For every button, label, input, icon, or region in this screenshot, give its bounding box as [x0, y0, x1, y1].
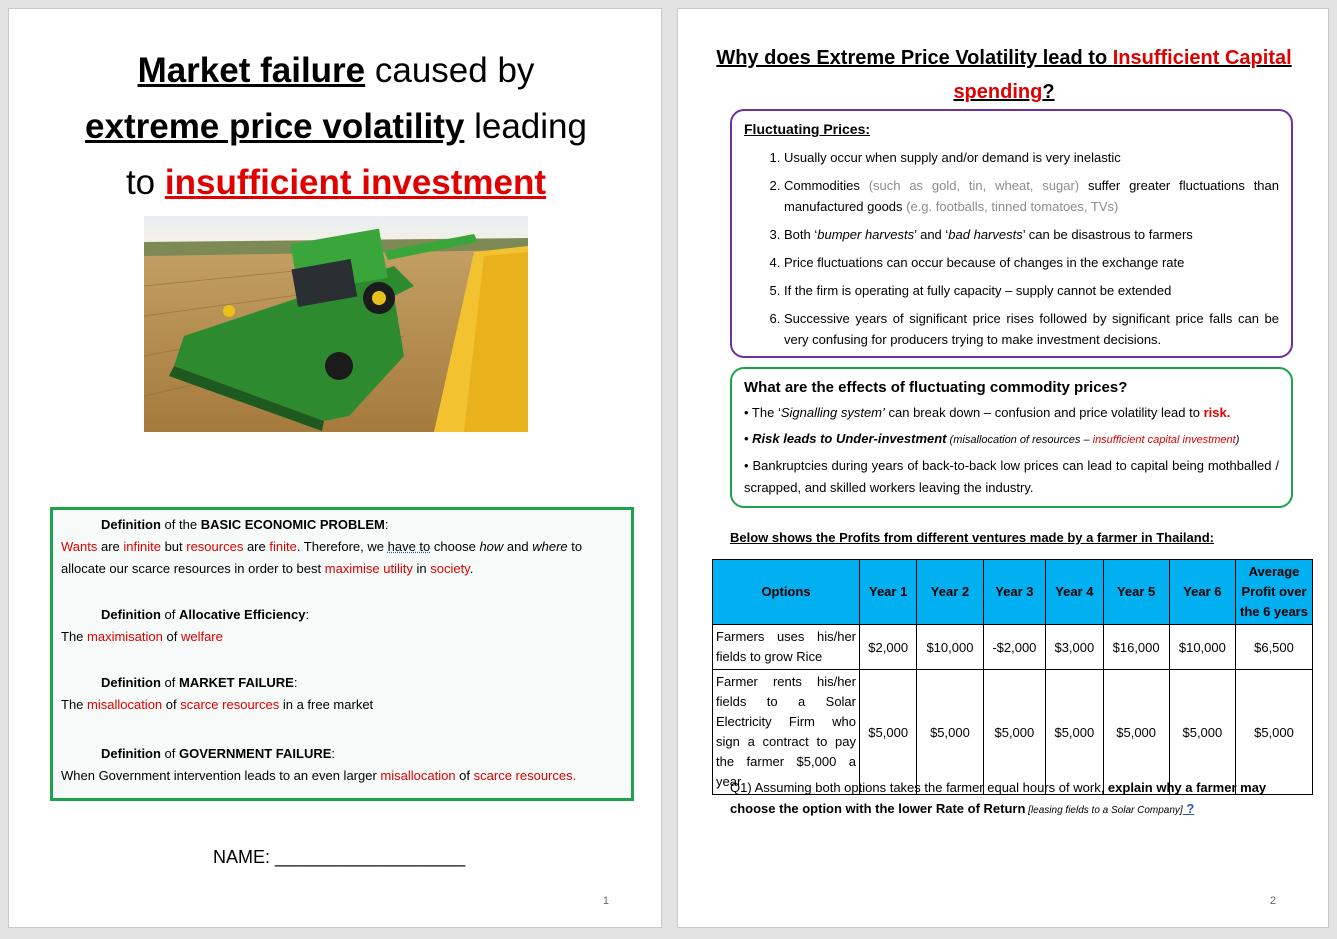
title-text-3: to — [125, 163, 165, 202]
page-2-title: Why does Extreme Price Volatility lead to Insufficient Capital spending? — [716, 47, 1292, 103]
fluctuating-prices-heading: Fluctuating Prices: — [744, 121, 871, 137]
value-cell: $5,000 — [1169, 670, 1235, 795]
value-cell: $10,000 — [917, 625, 983, 670]
profits-table — [712, 559, 1313, 795]
header-cell: Year 4 — [1046, 560, 1103, 625]
value-cell: -$2,000 — [983, 625, 1046, 670]
value-cell: $3,000 — [1046, 625, 1103, 670]
list-item: 4. Price fluctuations can occur because of changes in the exchange rate — [784, 252, 1279, 273]
header-cell: Options — [713, 560, 860, 625]
fluctuating-prices-list — [744, 147, 1279, 350]
combine-harvester-photo — [144, 216, 528, 432]
allocative-efficiency-text: The maximisation of welfare — [61, 629, 223, 644]
effect-item: • The ‘Signalling system’ can break down – confusion and price volatility lead to risk. — [744, 405, 1231, 420]
title-text-2: leading — [464, 107, 587, 146]
table-row — [713, 625, 1313, 670]
title-red-3: insufficient investment — [164, 163, 547, 202]
basic-problem-heading: Definition of the BASIC ECONOMIC PROBLEM: — [101, 517, 389, 532]
header-cell: Year 3 — [983, 560, 1046, 625]
list-item: 1. Usually occur when supply and/or demand is very inelastic — [784, 147, 1279, 168]
value-cell: $6,500 — [1236, 625, 1313, 670]
name-field[interactable] — [213, 847, 465, 868]
value-cell: $5,000 — [917, 670, 983, 795]
effects-box — [730, 367, 1293, 508]
page-title — [9, 43, 663, 211]
name-label: NAME: — [213, 847, 271, 867]
list-item: 2. Commodities (such as gold, tin, wheat, sugar) suffer greater fluctuations than manufactured goods (e.g. footballs, tinned tomatoes, TVs) — [784, 175, 1279, 217]
government-failure-text: When Government intervention leads to an even larger misallocation of scarce resources. — [61, 768, 577, 783]
value-cell: $2,000 — [860, 625, 917, 670]
page-2 — [677, 8, 1329, 928]
title-bold-2: extreme price volatility — [85, 107, 465, 146]
header-cell: Year 2 — [917, 560, 983, 625]
list-item: 6. Successive years of significant price rises followed by significant price falls can be very confusing for producers trying to make investment decisions. — [784, 308, 1279, 350]
basic-problem-text: Wants are infinite but resources are finite. Therefore, we have to choose how and where to allocate our scarce resources in order to best maximise utility in society. — [61, 539, 583, 576]
allocative-efficiency-heading: Definition of Allocative Efficiency: — [101, 607, 310, 622]
page-number: 1 — [602, 895, 609, 907]
effect-item: • Risk leads to Under-investment (misallocation of resources – insufficient capital investment) — [744, 431, 1240, 446]
table-row — [713, 670, 1313, 795]
page-1 — [8, 8, 662, 928]
effect-item: • Bankruptcies during years of back-to-back low prices can lead to capital being mothballed / scrapped, and skilled workers leaving the industry. — [744, 458, 1279, 495]
list-item: 3. Both ‘bumper harvests’ and ‘bad harvests’ can be disastrous to farmers — [784, 224, 1279, 245]
value-cell: $16,000 — [1103, 625, 1169, 670]
header-cell: Year 5 — [1103, 560, 1169, 625]
value-cell: $5,000 — [1103, 670, 1169, 795]
effects-heading: What are the effects of fluctuating commodity prices? — [744, 379, 1128, 396]
page-number: 2 — [1269, 895, 1276, 907]
table-header-row — [713, 560, 1313, 625]
list-item: 5. If the firm is operating at fully capacity – supply cannot be extended — [784, 280, 1279, 301]
market-failure-text: The misallocation of scarce resources in a free market — [61, 697, 374, 712]
value-cell: $5,000 — [1236, 670, 1313, 795]
option-cell: Farmers uses his/her fields to grow Rice — [713, 625, 860, 670]
title-bold-1: Market failure — [137, 51, 366, 90]
value-cell: $10,000 — [1169, 625, 1235, 670]
header-cell: Year 1 — [860, 560, 917, 625]
table-caption: Below shows the Profits from different ventures made by a farmer in Thailand: — [730, 530, 1214, 545]
question-1: Q1) Assuming both options takes the farmer equal hours of work, explain why a farmer may choose the option with the lower Rate of Return [leasing fields to a Solar Company] ? — [730, 780, 1267, 816]
market-failure-heading: Definition of MARKET FAILURE: — [101, 675, 298, 690]
header-cell: Average Profit over the 6 years — [1236, 560, 1313, 625]
header-cell: Year 6 — [1169, 560, 1235, 625]
definitions-box — [50, 507, 634, 801]
option-cell: Farmer rents his/her fields to a Solar Electricity Firm who sign a contract to pay the farmer $5,000 a year — [713, 670, 860, 795]
value-cell: $5,000 — [1046, 670, 1103, 795]
value-cell: $5,000 — [860, 670, 917, 795]
government-failure-heading: Definition of GOVERNMENT FAILURE: — [101, 746, 336, 761]
value-cell: $5,000 — [983, 670, 1046, 795]
name-line[interactable]: ___________________ — [275, 847, 466, 867]
title-text-1: caused by — [365, 51, 535, 90]
fluctuating-prices-box — [730, 109, 1293, 358]
